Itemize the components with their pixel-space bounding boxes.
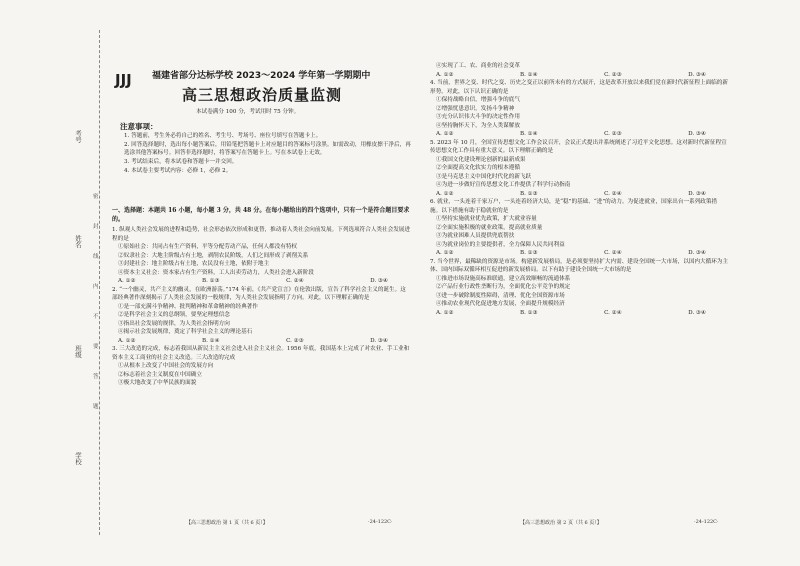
footer-code-left: ·24-122C·	[368, 519, 393, 525]
choice-c: C. ②④	[604, 309, 622, 316]
section-heading: 一、选择题：本题共 16 小题，每小题 3 分，共 48 分。在每小题给出的四个选项中，只有一个是符合题目要求的。	[112, 207, 410, 223]
question-option: ①保持战略自信，增强斗争的底气	[436, 97, 520, 103]
question-stem: 2. “一个幽灵，共产主义的幽灵，在欧洲游荡。”174 年前，《共产党宣言》在伦敦出版，宣告了科学社会主义的诞生。这部经典著作深刻揭示了人类社会发展的一般规律，为人类社会发展指明了方向。对此，以下理解正确的是	[112, 286, 406, 301]
seal-char: 密	[93, 194, 99, 200]
choice-d: D. ③④	[688, 71, 706, 78]
choice-a: A. ①②	[436, 71, 454, 78]
question-option: ③封建社会：地主阶级占有土地，农民没有土地，依附于地主	[118, 261, 270, 267]
answer-choices	[118, 277, 388, 286]
seal-char: 内	[93, 284, 99, 290]
choice-a: A. ①②	[436, 250, 454, 256]
question-option: ④实现了工、农、商业的社会变革	[436, 63, 520, 69]
binding-label-name: 姓名	[74, 235, 82, 248]
footer-code-right: ·24-122C·	[694, 519, 719, 525]
question-option: ③为就业困难人员提供兜底帮扶	[436, 233, 515, 239]
answer-choices	[436, 309, 706, 318]
notice-item: 4. 本试卷主要考试内容：必修 1，必修 2。	[124, 167, 232, 174]
question-option: ②标志着社会主义制度在中国确立	[118, 371, 202, 378]
answer-choices	[436, 190, 706, 199]
question-option: ①坚持实施就业优先政策，扩大就业容量	[436, 216, 537, 222]
choice-d: D. ③④	[370, 337, 388, 344]
choice-b: B. ①③	[202, 278, 220, 284]
choice-a: A. ①②	[436, 190, 454, 197]
seal-char: 不	[93, 314, 99, 320]
question-6	[430, 198, 728, 258]
choice-c: C. ②④	[604, 190, 622, 197]
question-option: ②增强忧患意识，发扬斗争精神	[436, 105, 515, 112]
question-option: ①我国文化建设理论创新的最新成果	[436, 156, 526, 163]
question-option: ②全面提高文化软实力的根本遵循	[436, 165, 520, 171]
choice-b: B. ①④	[202, 337, 220, 344]
question-option: ④推动农业现代化促进地方发展，全面提升规模经济	[436, 301, 565, 307]
question-option: ③指出社会发展的规律，为人类社会指明方向	[118, 320, 230, 327]
choice-b: B. ①④	[520, 131, 538, 137]
question-option: ③极大地改变了中华民族的面貌	[118, 380, 197, 386]
answer-choices	[118, 337, 388, 346]
choice-a: A. ①②	[436, 131, 454, 137]
question-option: ③充分认识伟大斗争的决定性作用	[436, 114, 520, 120]
question-3-continued	[430, 62, 728, 79]
school-line: 福建省部分达标学校 2023～2024 学年第一学期期中	[152, 71, 371, 81]
question-5	[430, 139, 728, 199]
choice-d: D. ③④	[688, 250, 706, 256]
question-option: ③进一步破除制度性障碍，清理、优化全国资源市场	[436, 292, 565, 299]
left-question-column	[112, 226, 410, 388]
question-option: ①从根本上改变了中国社会的发展方向	[118, 363, 214, 369]
notice-list	[124, 132, 414, 176]
question-stem: 4. 当前，世界之变、时代之变、历史之变正以前所未有的方式展开，这是改革开放以来我们党在新时代新征程上面临的新形势。对此，以下认识正确的是	[430, 80, 728, 95]
question-3	[112, 345, 410, 388]
footer-page-left: 【高三思想政治 第 1 页（共 6 页）】	[186, 520, 268, 526]
question-option: ②奴隶社会：大地主阶级占有土地，剥削农民阶级，人们之间形成了剥削关系	[118, 252, 309, 259]
binding-margin	[0, 0, 86, 566]
publisher-logo-icon	[114, 68, 144, 92]
question-stem: 1. 纵观人类社会发展的进程和趋势，社会形态依次形成和更替，推动着人类社会向前发展。下列选项符合人类社会发展进程的是	[112, 227, 410, 242]
question-option: ④坚持胸怀天下，为全人类谋解放	[436, 122, 520, 129]
seal-char: 要	[93, 344, 99, 350]
choice-b: B. ①③	[520, 190, 538, 197]
notice-item: 3. 考试结束后，将本试卷和答题卡一并交回。	[124, 159, 238, 166]
question-option: ④为进一步做好宣传思想文化工作提供了科学行动指南	[436, 182, 571, 188]
question-option: ④资本主义社会：资本家占有生产资料，工人出卖劳动力，人类社会进入新阶段	[118, 269, 314, 276]
exam-title: 高三思想政治质量监测	[182, 86, 343, 104]
question-option: ②全面实施积极的就业政策，提高就业质量	[436, 224, 543, 231]
question-stem: 5. 2023 年 10 月，全国宣传思想文化工作会议召开，会议正式提出并系统阐述了习近平文化思想。这对新时代新征程宣传思想文化工作具有重大意义。以下理解正确的是	[430, 139, 727, 154]
question-option: ②产品行业行政性垄断行为，全面优化公平竞争的规定	[436, 284, 571, 290]
choice-c: C. ②③	[604, 71, 622, 78]
choice-b: B. ①③	[520, 250, 538, 256]
question-7	[430, 258, 728, 318]
choice-c: C. ②④	[604, 250, 622, 256]
choice-c: C. ②④	[286, 278, 304, 284]
choice-b: B. ①④	[520, 71, 538, 78]
answer-choices	[436, 71, 706, 80]
seal-char: 线	[93, 254, 99, 260]
question-stem: 7. 当今世界，最稀缺的资源是市场。构建新发展格局，是必须要坚持扩大内需、建设全国统一大市场，以国内大循环为主体、国内国际双循环相互促进的新发展格局。以下有助于建设全国统一大市场的是	[430, 258, 728, 273]
choice-c: C. ②③	[286, 337, 304, 344]
binding-label-exam-number: 考号	[74, 130, 82, 143]
choice-b: B. ①③	[520, 309, 538, 316]
question-stem: 3. 三大改造的完成，标志着我国从新民主主义社会进入社会主义社会。1956 年底，我国基本上完成了对农业、手工业和资本主义工商业的社会主义改造。三大改造的完成	[112, 346, 410, 361]
right-question-column	[430, 62, 728, 317]
binding-label-class: 班级	[74, 345, 82, 358]
question-4	[430, 79, 728, 139]
choice-d: D. ③④	[688, 309, 706, 316]
question-option: ④为就业岗位的主要提供者，全力保障人民共同利益	[436, 241, 565, 248]
footer-page-right: 【高三思想政治 第 2 页（共 6 页）】	[520, 520, 602, 526]
question-2	[112, 286, 410, 346]
question-option: ①推进市场设施高标准联通，建立高效顺畅的流通体系	[436, 275, 571, 282]
answer-choices	[436, 130, 706, 139]
question-option: ①是一部充满斗争精神、批判精神和革命精神的经典著作	[118, 303, 258, 310]
seal-char: 封	[93, 224, 99, 230]
choice-c: C. ②③	[604, 131, 622, 137]
question-1	[112, 226, 410, 286]
question-option: ③是马克思主义中国化时代化的新飞跃	[436, 173, 532, 180]
question-stem: 6. 就业，一头连着千家万户，一头连着经济大局，是“稳”的基础、“进”的动力。为促进就业，国家出台一系列政策措施。以下措施有助于稳就业的是	[430, 199, 718, 214]
answer-choices	[436, 249, 706, 258]
question-option: ②是科学社会主义的总纲领，要坚定理想信念	[118, 312, 230, 318]
seal-char: 题	[93, 404, 99, 410]
notice-item: 1. 答题前，考生务必将自己的姓名、考生号、考场号、座位号填写在答题卡上。	[124, 133, 322, 139]
binding-label-school: 学校	[74, 452, 82, 465]
notice-item: 2. 回答选择题时，选出每小题答案后，用铅笔把答题卡上对应题目的答案标号涂黑。如需改动，用橡皮擦干净后，再选涂其他答案标号。回答非选择题时，将答案写在答题卡上。写在本试卷上无效。	[124, 141, 411, 157]
svg-text:JJJ: JJJ	[115, 71, 132, 89]
choice-d: D. ③④	[688, 131, 706, 137]
choice-a: A. ①②	[118, 337, 136, 344]
seal-line	[99, 30, 100, 535]
choice-a: A. ①②	[436, 309, 454, 316]
question-option: ④揭示社会发展规律，奠定了科学社会主义的理论基石	[118, 329, 253, 335]
notice-title: 注意事项：	[120, 122, 158, 131]
choice-d: D. ③④	[688, 190, 706, 197]
choice-d: D. ③④	[370, 278, 388, 284]
seal-char: 答	[93, 374, 99, 380]
question-option: ①原始社会：共同占有生产资料，平等分配劳动产品，任何人都没有特权	[118, 244, 298, 250]
exam-info: 本试卷满分 100 分，考试用时 75 分钟。	[196, 109, 300, 115]
choice-a: A. ①②	[118, 278, 136, 284]
